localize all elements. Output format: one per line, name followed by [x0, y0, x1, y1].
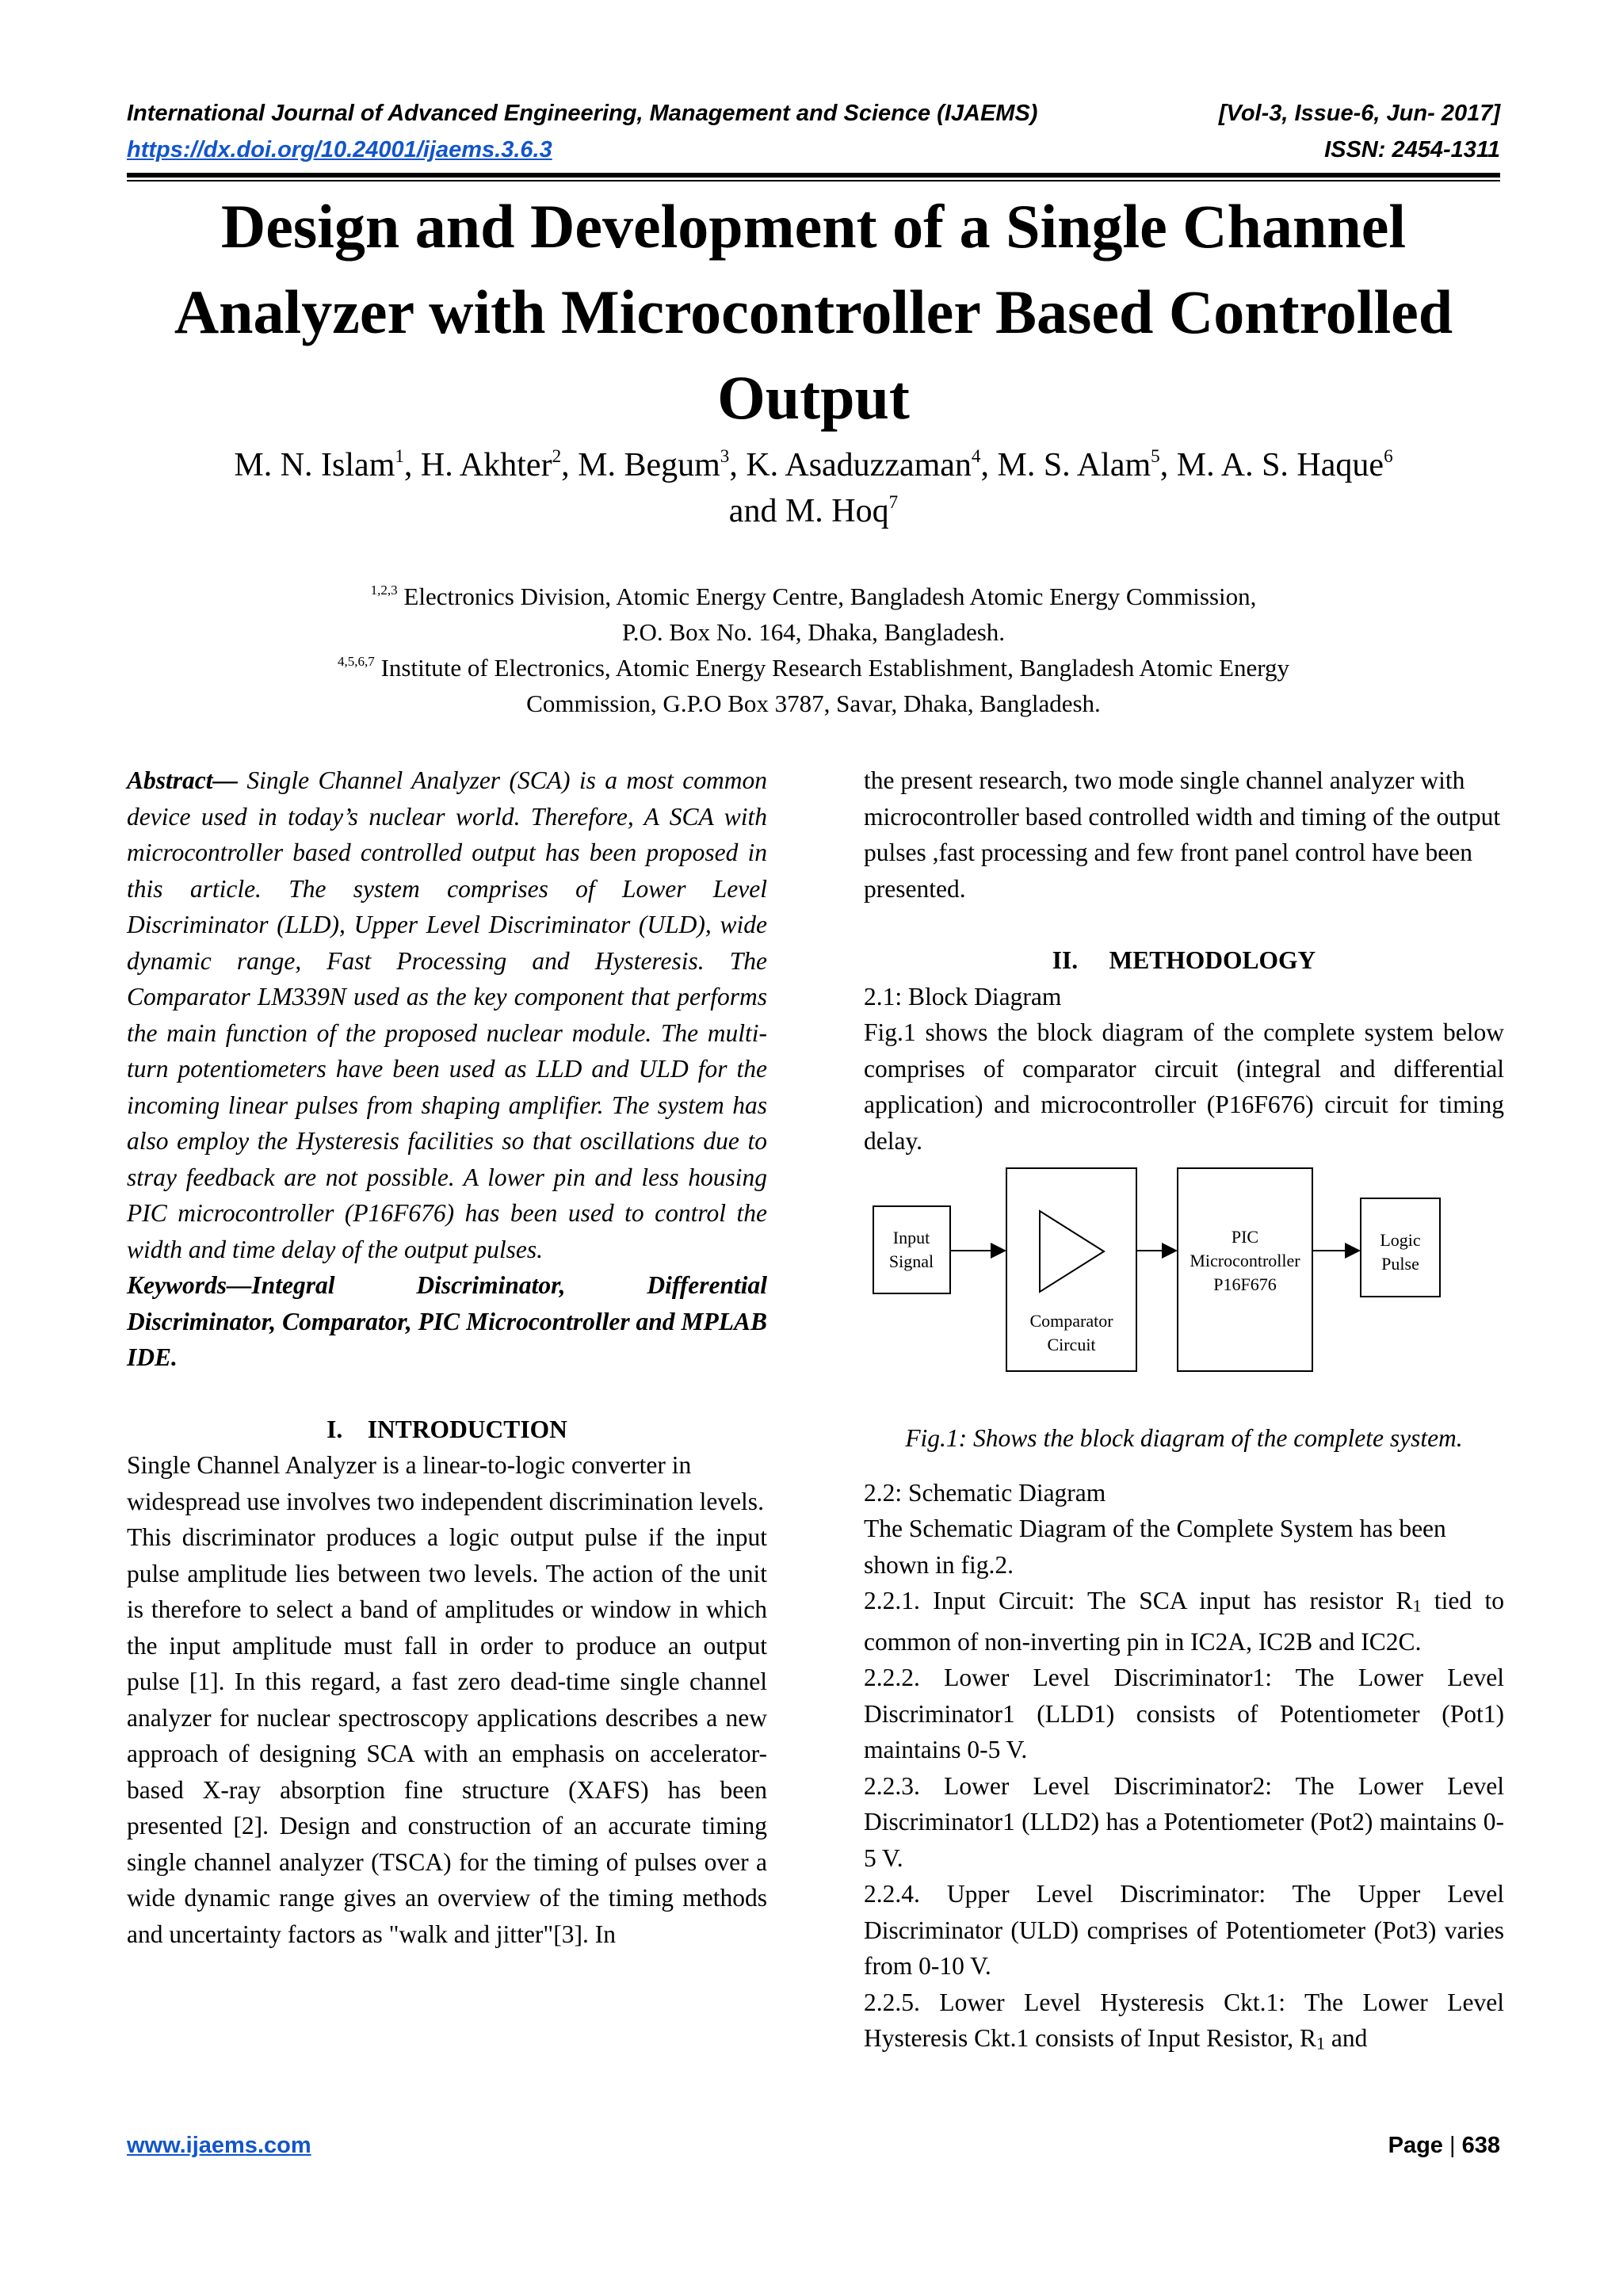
intro-paragraph-3: the present research, two mode single channel analyzer with microcontroller based controlled width and timing of the output pulses ,fast processing and few front panel control have been presented. — [864, 766, 1501, 903]
author-name: M. N. Islam — [234, 447, 395, 483]
author-name: K. Asaduzzaman — [746, 447, 972, 483]
author-list: M. N. Islam$^1$, H. Akhter$^2$, M. Begum$^3$, K. Asaduzzaman$^4$, M. S. Alam$^5$, M. A. S. Haque$^6$ and M. Hoq$^7$ — [234, 445, 1393, 529]
svg-text:Microcontroller: Microcontroller — [1190, 1251, 1300, 1270]
svg-text:Pulse: Pulse — [1381, 1254, 1419, 1274]
affiliation-line: P.O. Box No. 164, Dhaka, Bangladesh. — [621, 618, 1006, 646]
journal-name: International Journal of Advanced Engineering, Management and Science (IJAEMS) — [127, 101, 1038, 126]
pic-label: PIC — [1231, 1227, 1259, 1247]
intro-paragraph-2: This discriminator produces a logic output pulse if the input pulse amplitude lies between two levels. The action of the unit is therefore to select a band of amplitudes or window in which the input amplitude must fall in order to produce an output pulse [1]. In this regard, a fast zero dead-time single channel analyzer for nuclear spectroscopy applications describes a new approach of designing SCA with an emphasis on accelerator-based X-ray absorption fine structure (XAFS) has been presented [2]. Design and construction of an accurate timing single channel analyzer (TSCA) for the timing of pulses over a wide dynamic range gives an overview of the timing methods and uncertainty factors as "walk and jitter"[3]. In — [127, 1523, 767, 1948]
item-lower-level-discriminator-2: 2.2.3. Lower Level Discriminator2: The Lower Level Discriminator1 (LLD2) has a Potentiometer (Pot2) maintains 0-5 V. — [864, 1771, 1504, 1872]
left-column — [127, 762, 767, 1952]
logic-pulse-label: Logic — [1380, 1230, 1421, 1250]
intro-paragraph-1: Single Channel Analyzer is a linear-to-logic converter in widespread use involves two independent discrimination levels. — [127, 1451, 764, 1515]
title-line-1: Design and Development of a Single Channel — [220, 192, 1407, 261]
subsection-schematic-diagram: 2.2: Schematic Diagram — [864, 1478, 1106, 1507]
section-heading-methodology: II. METHODOLOGY — [1052, 946, 1316, 974]
figure-block-diagram — [864, 1167, 1504, 1420]
author-name: M. Hoq — [785, 493, 889, 529]
svg-text:Circuit: Circuit — [1047, 1335, 1096, 1354]
paper-title — [119, 184, 1508, 441]
svg-text:Signal: Signal — [888, 1251, 934, 1271]
svg-text:P16F676: P16F676 — [1213, 1274, 1277, 1294]
right-column — [864, 762, 1504, 2061]
author-name: M. A. S. Haque — [1176, 447, 1384, 483]
issn: ISSN: 2454-1311 — [1324, 137, 1500, 162]
author-name: M. Begum — [578, 447, 720, 483]
page-number: Page | 638 — [1388, 2133, 1500, 2158]
author-name: M. S. Alam — [997, 447, 1151, 483]
subsection-block-diagram: 2.1: Block Diagram — [864, 982, 1062, 1010]
title-line-3: Output — [717, 363, 910, 432]
method-paragraph-2: The Schematic Diagram of the Complete System has been shown in fig.2. — [864, 1515, 1446, 1579]
input-signal-box — [873, 1206, 950, 1293]
item-input-circuit: 2.2.1. Input Circuit: The SCA input has resistor R1 tied to common of non-inverting pin in IC2A, IC2B and IC2C. — [864, 1587, 1504, 1656]
title-line-2: Analyzer with Microcontroller Based Controlled — [174, 277, 1453, 346]
doi-link[interactable]: https://dx.doi.org/10.24001/ijaems.3.6.3 — [127, 137, 552, 162]
item-hysteresis-ckt-1: 2.2.5. Lower Level Hysteresis Ckt.1: The Lower Level Hysteresis Ckt.1 consists of Input Resistor, R1 and — [864, 1988, 1504, 2053]
affiliation-line: Commission, G.P.O Box 3787, Savar, Dhaka, Bangladesh. — [526, 690, 1101, 717]
abstract: Abstract— Single Channel Analyzer (SCA) is a most common device used in today’s nuclear world. Therefore, A SCA with microcontroller based controlled output has been proposed in this article. The system comprises of Lower Level Discriminator (LLD), Upper Level Discriminator (ULD), wide dynamic range, Fast Processing and Hysteresis. The Comparator LM339N used as the key component that performs the main function of the proposed nuclear module. The multi-turn potentiometers have been used as LLD and ULD for the incoming linear pulses from shaping amplifier. The system has also employ the Hysteresis facilities so that oscillations due to stray feedback are not possible. A lower pin and less housing PIC microcontroller (P16F676) has been used to control the width and time delay of the output pulses. — [127, 766, 767, 1263]
method-paragraph-1: Fig.1 shows the block diagram of the complete system below comprises of comparator circuit (integral and differential application) and microcontroller (P16F676) circuit for timing delay. — [864, 1018, 1504, 1155]
figure-caption: Fig.1: Shows the block diagram of the complete system. — [905, 1424, 1463, 1452]
keywords: Keywords—Integral Discriminator, Differential Discriminator, Comparator, PIC Microcontroller and MPLAB IDE. — [127, 1271, 767, 1371]
author-name: H. Akhter — [420, 447, 552, 483]
affiliations: $^{1,2,3}$ Electronics Division, Atomic Energy Centre, Bangladesh Atomic Energy Commission, P.O. Box No. 164, Dhaka, Bangladesh. $^{4,5,6,7}$ Institute of Electronics, Atomic Energy Research Establishment, Bangladesh Atomic Energy Commission, G.P.O Box 3787, Savar, Dhaka, Bangladesh. — [190, 579, 1437, 721]
affiliation-line: Electronics Division, Atomic Energy Centre, Bangladesh Atomic Energy Commission, — [403, 583, 1257, 610]
section-heading-introduction: I. INTRODUCTION — [327, 1415, 567, 1443]
item-lower-level-discriminator-1: 2.2.2. Lower Level Discriminator1: The Lower Level Discriminator1 (LLD1) consists of Potentiometer (Pot1) maintains 0-5 V. — [864, 1664, 1504, 1764]
item-upper-level-discriminator: 2.2.4. Upper Level Discriminator: The Upper Level Discriminator (ULD) comprises of Potentiometer (Pot3) varies from 0-10 V. — [864, 1880, 1504, 1981]
abstract-label: Abstract— — [127, 766, 239, 794]
header-rule — [127, 173, 1500, 178]
website-link[interactable]: www.ijaems.com — [127, 2133, 311, 2158]
affiliation-line: Institute of Electronics, Atomic Energy Research Establishment, Bangladesh Atomic Energy — [380, 654, 1290, 682]
volume-info: [Vol-3, Issue-6, Jun- 2017] — [1218, 101, 1500, 126]
input-signal-label: Input — [892, 1228, 930, 1247]
header-rule-thin — [127, 180, 1500, 181]
block-diagram-svg — [864, 1167, 1504, 1420]
comparator-label: Comparator — [1029, 1311, 1113, 1331]
